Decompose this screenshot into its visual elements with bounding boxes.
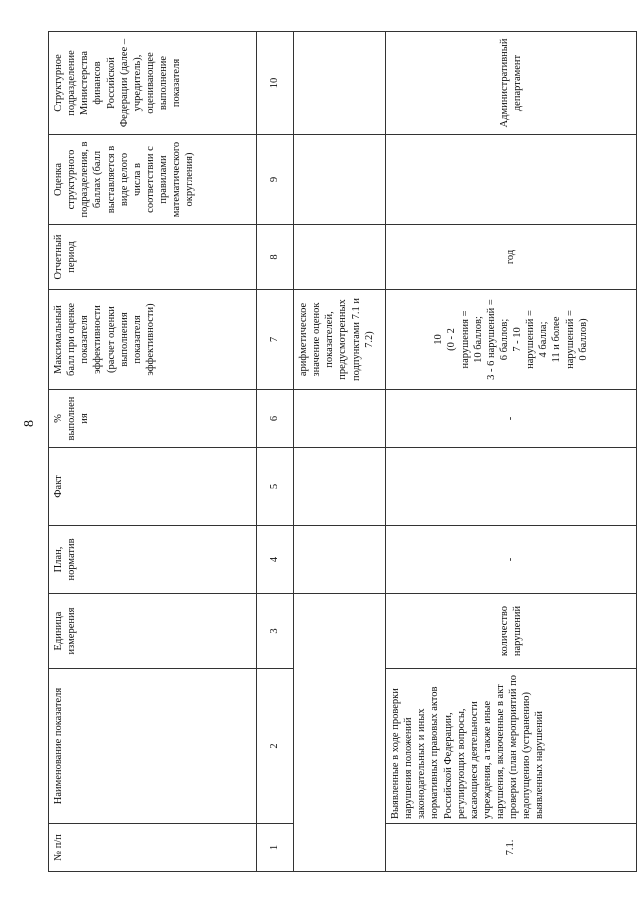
column-number: 2 bbox=[257, 669, 294, 824]
column-number: 3 bbox=[257, 594, 294, 669]
column-number: 5 bbox=[257, 448, 294, 526]
indicators-table bbox=[48, 31, 637, 872]
header-cell: Единица измерения bbox=[49, 594, 257, 669]
max-score-line: нарушений = bbox=[564, 310, 576, 369]
max-score-line: нарушения = bbox=[459, 310, 471, 369]
section-empty-cell bbox=[294, 448, 386, 526]
header-cell: % выполнения bbox=[49, 390, 257, 448]
max-score-line: (0 - 2 bbox=[446, 328, 458, 351]
table-row bbox=[386, 32, 637, 872]
department-cell: Административный департамент bbox=[386, 32, 637, 135]
page-number: 8 bbox=[22, 420, 37, 427]
header-cell: Наименование показателя bbox=[49, 669, 257, 824]
header-row bbox=[49, 32, 257, 872]
max-score-line: нарушений = bbox=[525, 310, 537, 369]
percent-cell: - bbox=[386, 390, 637, 448]
column-number: 6 bbox=[257, 390, 294, 448]
plan-cell: - bbox=[386, 526, 637, 594]
section-empty-cell bbox=[294, 526, 386, 594]
section-empty-cell bbox=[294, 135, 386, 225]
header-cell: Оценка структурного подразделения, в баллах (балл выставляется в виде целого числа в соответствии с правилами математического округления) bbox=[49, 135, 257, 225]
column-number: 7 bbox=[257, 290, 294, 390]
column-number: 8 bbox=[257, 225, 294, 290]
max-score-cell bbox=[386, 290, 637, 390]
column-number: 1 bbox=[257, 824, 294, 872]
row-number: 7.1. bbox=[386, 824, 637, 872]
indicator-name: Выявленные в ходе проверки нарушения положений законодательных и иных нормативных правовых актов Российской Федерации, регулирующих вопросы, касающиеся деятельности учреждения, а также иные нарушения, включенные в акт проверки (план мероприятий по недопущению (устранению) выявленных нарушений bbox=[386, 669, 637, 824]
max-score-line: 11 и более bbox=[551, 316, 563, 363]
section-row bbox=[294, 32, 386, 872]
max-score-line: 7 - 10 bbox=[512, 327, 523, 352]
max-score-line: 0 баллов) bbox=[577, 318, 589, 361]
section-empty-cell bbox=[294, 594, 386, 872]
header-cell: № п/п bbox=[49, 824, 257, 872]
max-score-line: 10 bbox=[433, 334, 445, 345]
column-number: 4 bbox=[257, 526, 294, 594]
column-number: 10 bbox=[257, 32, 294, 135]
max-score-line: 3 - 6 нарушений = bbox=[485, 299, 497, 380]
section-empty-cell bbox=[294, 225, 386, 290]
header-cell: Структурное подразделение Министерства финансов Российской Федерации (далее – учредитель), оценивающее выполнение показателя bbox=[49, 32, 257, 135]
unit-cell: количество нарушений bbox=[386, 594, 637, 669]
score-cell bbox=[386, 135, 637, 225]
section-empty-cell bbox=[294, 32, 386, 135]
max-score-line: 6 баллов; bbox=[498, 318, 510, 361]
section-max-score: арифметическое значение оценок показателей, предусмотренных подпунктами 7.1 и 7.2) bbox=[294, 290, 386, 390]
header-cell: Отчетный период bbox=[49, 225, 257, 290]
column-number-row bbox=[257, 32, 294, 872]
period-cell: год bbox=[386, 225, 637, 290]
column-number: 9 bbox=[257, 135, 294, 225]
header-cell: Факт bbox=[49, 448, 257, 526]
max-score-line: 10 баллов; bbox=[472, 316, 484, 363]
header-cell: Максимальный балл при оценке показателя эффективности (расчет оценки выполнения показателя эффективности) bbox=[49, 290, 257, 390]
header-cell: План, норматив bbox=[49, 526, 257, 594]
rotated-table-container bbox=[48, 32, 628, 872]
section-empty-cell bbox=[294, 390, 386, 448]
fact-cell bbox=[386, 448, 637, 526]
max-score-line: 4 балла; bbox=[538, 321, 550, 358]
